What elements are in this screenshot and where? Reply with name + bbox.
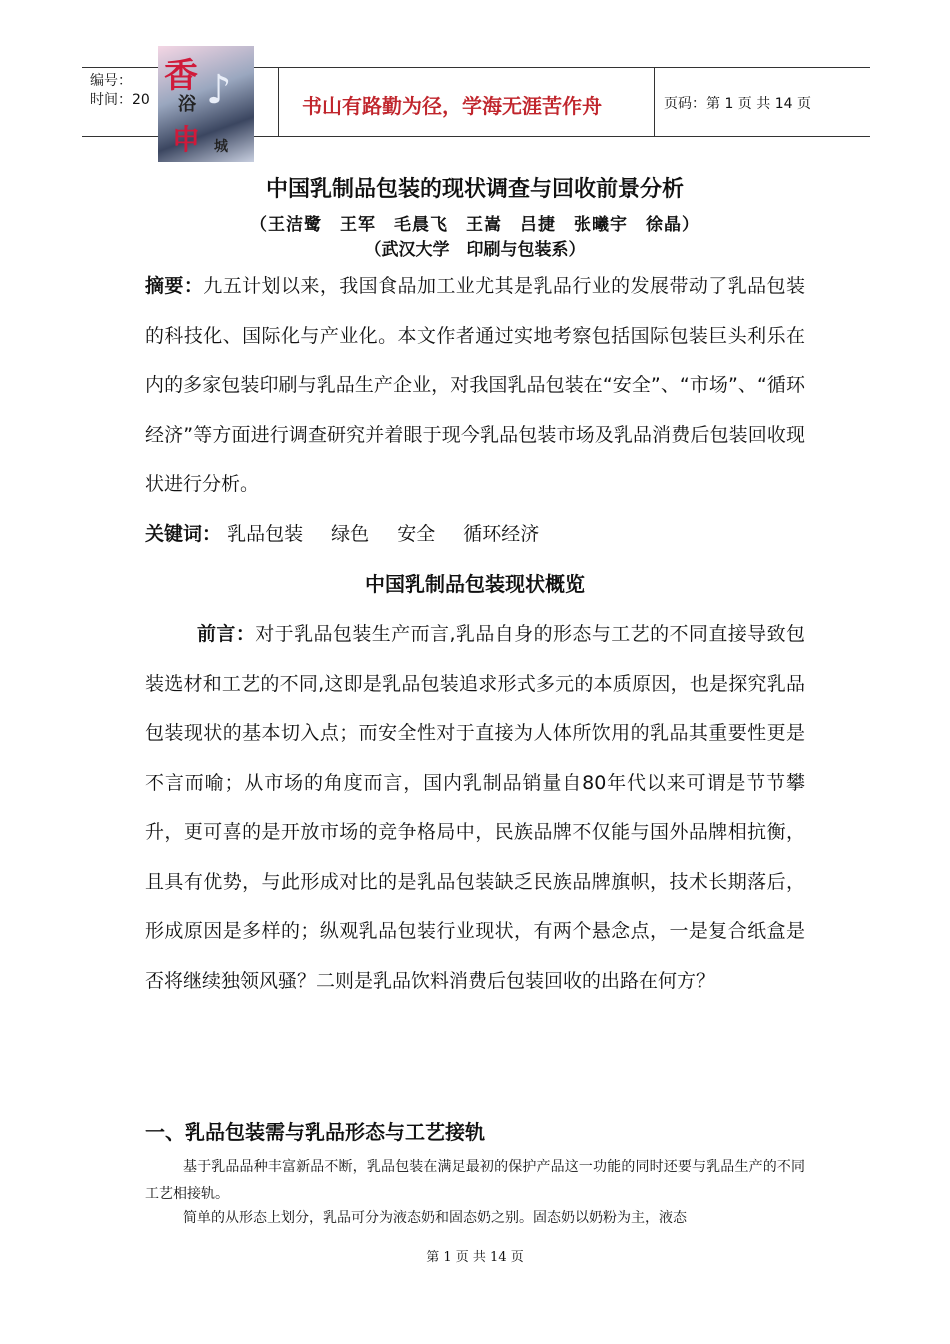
keywords-label: 关键词： (145, 523, 222, 545)
logo-glyph: 浴 (178, 94, 196, 115)
page-header (82, 56, 870, 156)
page-footer: 第 1 页 共 14 页 (426, 1250, 524, 1265)
preface-text: 对于乳品包装生产而言,乳品自身的形态与工艺的不同直接导致包装选材和工艺的不同,这即是乳品包装追求形式多元的本质原因，也是探究乳品包装现状的基本切入点；而安全性对于直接为人体所饮用的乳品其重要性更是不言而喻；从市场的角度而言，国内乳制品销量自80年代以来可谓是节节攀升，更可喜的是开放市场的竞争格局中，民族品牌不仅能与国外品牌相抗衡，且具有优势，与此形成对比的是乳品包装缺乏民族品牌旗帜，技术长期落后，形成原因是多样的；纵观乳品包装行业现状，有两个悬念点，一是复合纸盒是否将继续独领风骚？二则是乳品饮料消费后包装回收的出路在何方？ (145, 623, 805, 992)
keyword-item: 循环经济 (463, 523, 540, 545)
logo-glyph: ♪ (206, 66, 232, 113)
abstract-label: 摘要： (145, 275, 204, 297)
keyword-item: 绿色 (331, 523, 370, 545)
logo-glyph: 城 (214, 139, 228, 155)
header-page-info: 页码：第 1 页 共 14 页 (664, 96, 811, 112)
time-label: 时间：20 (90, 92, 150, 108)
section-title: 中国乳制品包装现状概览 (365, 572, 585, 596)
abstract-text: 九五计划以来，我国食品加工业尤其是乳品行业的发展带动了乳品包装的科技化、国际化与产业化。本文作者通过实地考察包括国际包装巨头利乐在内的多家包装印刷与乳品生产企业，对我国乳品包装在“安全”、“市场”、“循环经济”等方面进行调查研究并着眼于现今乳品包装市场及乳品消费后包装回收现状进行分析。 (145, 275, 805, 495)
keywords (145, 510, 561, 559)
logo-glyph: 申 (172, 123, 201, 156)
header-divider (278, 68, 279, 136)
authors: （王洁鹭 王军 毛晨飞 王嵩 吕捷 张曦宇 徐晶） (250, 215, 700, 235)
heading-1: 一、乳品包装需与乳品形态与工艺接轨 (145, 1120, 485, 1144)
keyword-item: 安全 (397, 523, 436, 545)
paragraph-2: 简单的从形态上划分，乳品可分为液态奶和固态奶之别。固态奶以奶粉为主，液态 (183, 1210, 687, 1226)
preface (145, 610, 805, 1006)
paper-title: 中国乳制品包装的现状调查与回收前景分析 (265, 177, 684, 202)
logo-image (158, 46, 254, 162)
preface-label: 前言： (197, 623, 256, 645)
affiliation: （武汉大学 印刷与包装系） (364, 240, 586, 260)
header-meta (90, 72, 150, 110)
abstract (145, 262, 805, 510)
logo-glyph: 香 (164, 56, 198, 96)
motto: 书山有路勤为径，学海无涯苦作舟 (302, 94, 602, 118)
number-label: 编号： (90, 73, 132, 89)
header-divider (654, 68, 655, 136)
keyword-item: 乳品包装 (227, 523, 304, 545)
paragraph-1: 基于乳品品种丰富新品不断，乳品包装在满足最初的保护产品这一功能的同时还要与乳品生产的不同工艺相接轨。 (145, 1159, 805, 1202)
